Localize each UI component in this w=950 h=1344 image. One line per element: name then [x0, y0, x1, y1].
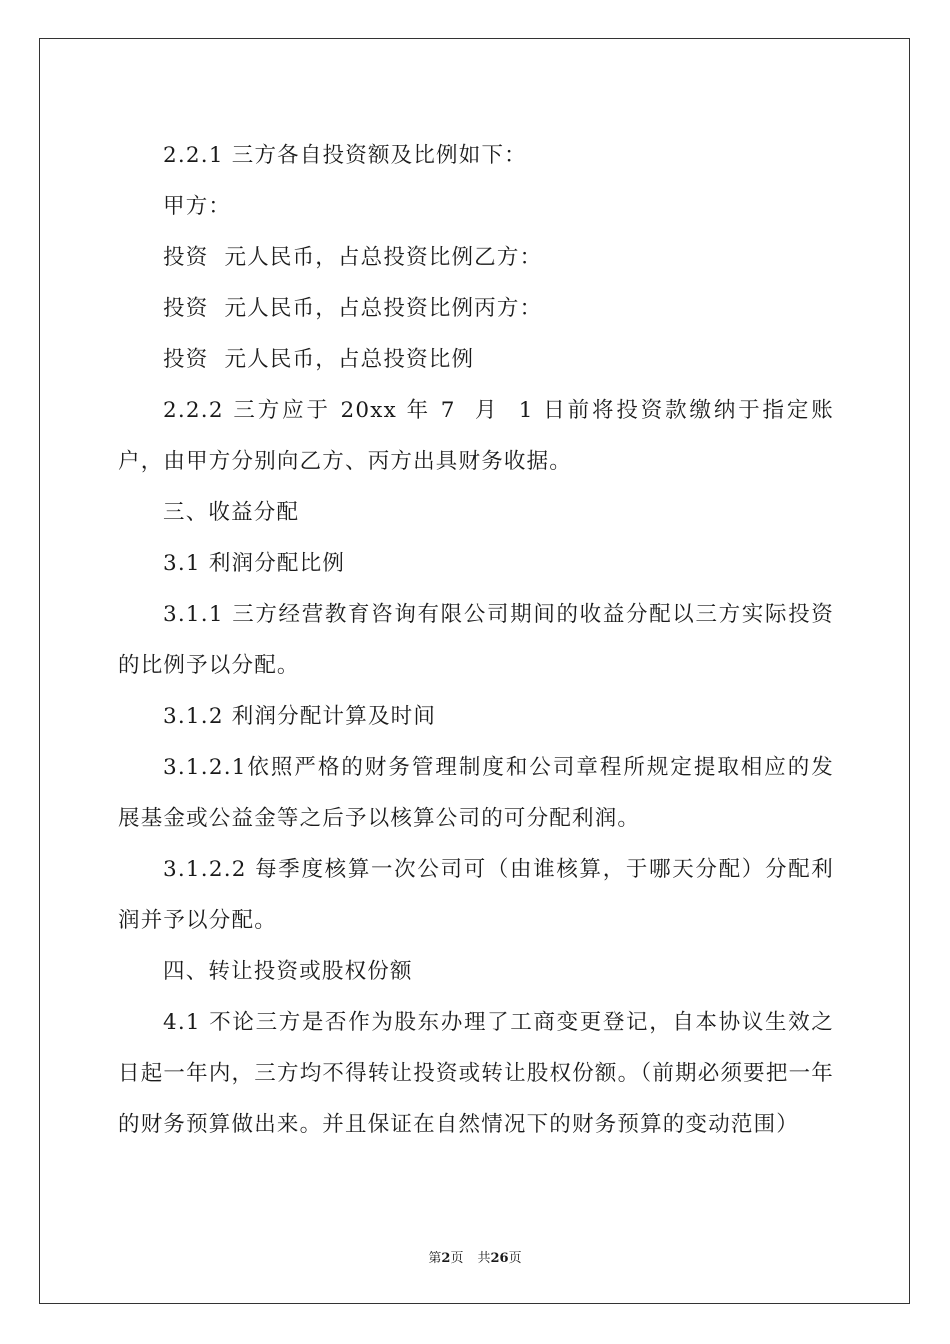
paragraph-3-1-2-2: 3.1.2.2 每季度核算一次公司可（由谁核算，于哪天分配）分配利润并予以分配。: [118, 857, 834, 933]
total-pages: 26: [490, 1251, 509, 1266]
section-heading-transfer: 四、转让投资或股权份额: [163, 959, 413, 984]
paragraph-3-1-2-1: 3.1.2.1依照严格的财务管理制度和公司章程所规定提取相应的发展基金或公益金等之后予以核算公司的可分配利润。: [118, 755, 834, 831]
page-prefix: 第: [428, 1251, 442, 1266]
document-body: [118, 130, 834, 1150]
paragraph-party-a: 甲方：: [163, 194, 232, 219]
total-prefix: 共: [477, 1251, 491, 1266]
paragraph-investment-c: 投资 元人民币，占总投资比例: [163, 347, 475, 372]
total-unit: 页: [508, 1251, 522, 1266]
paragraph-investment-a: 投资 元人民币，占总投资比例乙方：: [163, 245, 543, 270]
paragraph-3-1-2: 3.1.2 利润分配计算及时间: [163, 704, 437, 729]
page-footer: [0, 1247, 950, 1266]
paragraph-3-1: 3.1 利润分配比例: [163, 551, 346, 576]
page-number: 2: [441, 1251, 451, 1266]
paragraph-2-2-1: 2.2.1 三方各自投资额及比例如下：: [163, 143, 527, 168]
paragraph-4-1: 4.1 不论三方是否作为股东办理了工商变更登记，自本协议生效之日起一年内，三方均不得转让投资或转让股权份额。（前期必须要把一年的财务预算做出来。并且保证在自然情况下的财务预算的变动范围）: [118, 1010, 834, 1137]
page-unit: 页: [450, 1251, 464, 1266]
section-heading-profit-distribution: 三、收益分配: [163, 500, 300, 525]
paragraph-investment-b: 投资 元人民币，占总投资比例丙方：: [163, 296, 543, 321]
paragraph-3-1-1: 3.1.1 三方经营教育咨询有限公司期间的收益分配以三方实际投资的比例予以分配。: [118, 602, 834, 678]
paragraph-2-2-2: 2.2.2 三方应于 20xx 年 7 月 1 日前将投资款缴纳于指定账户，由甲方分别向乙方、丙方出具财务收据。: [118, 398, 834, 474]
